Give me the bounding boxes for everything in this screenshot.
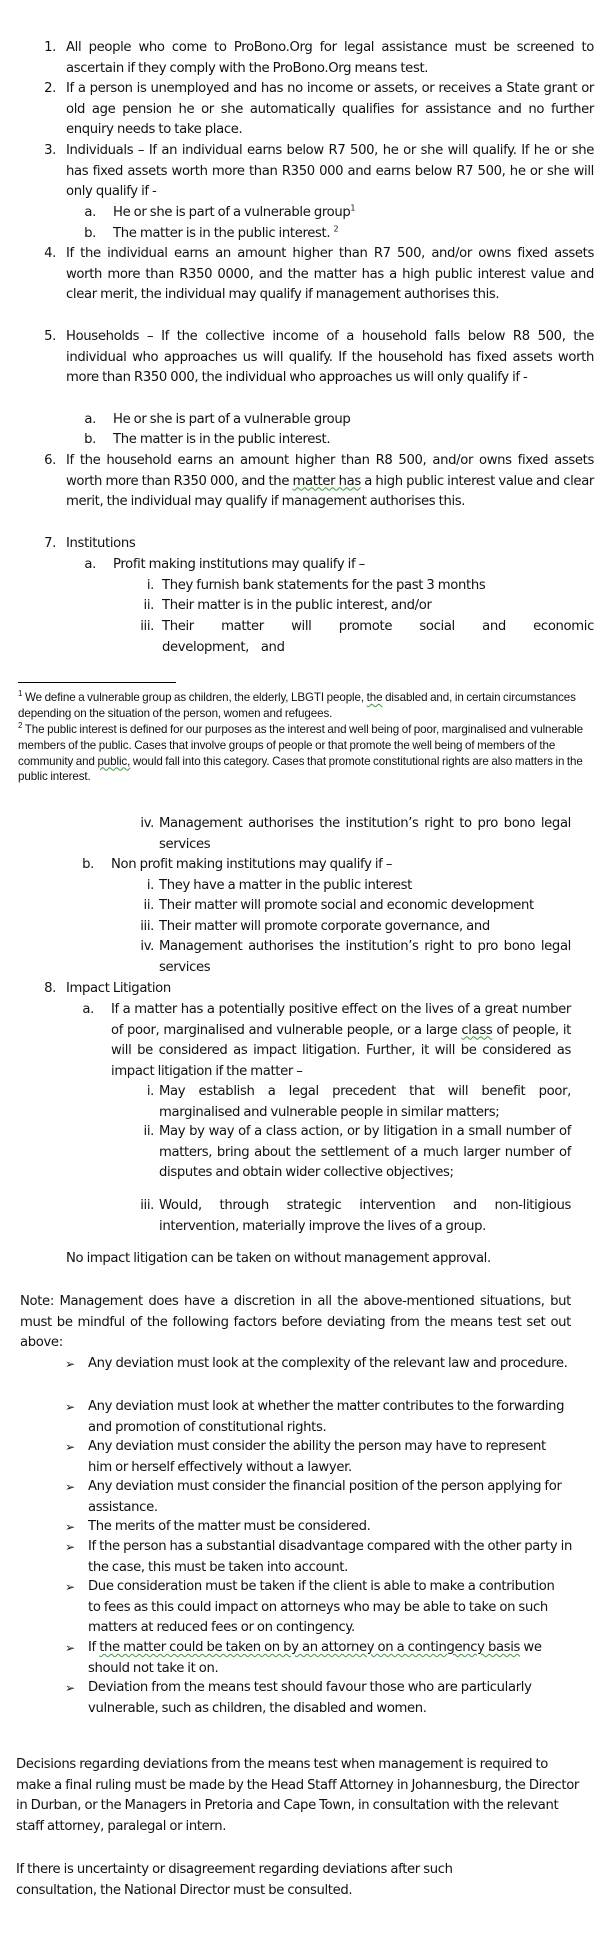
- list-number: 4.: [44, 246, 56, 261]
- sub-sub-item: Would, through strategic intervention and non-litigious intervention, materially improve the lives of a group.: [159, 1198, 571, 1234]
- sub-sub-item: Their matter will promote social and economic development: [159, 898, 534, 913]
- sub-sub-item: Their matter will promote corporate governance, and: [159, 919, 490, 934]
- bullet-item: Any deviation must look at whether the matter contributes to the forwarding and promotion of constitutional rights.: [88, 1399, 565, 1435]
- list-number: 8.: [44, 981, 56, 996]
- spellcheck-flag[interactable]: the matter could be taken on by an attorney on a contingency basis: [99, 1640, 521, 1655]
- roman-numeral: iii.: [140, 1198, 154, 1213]
- bullet-item: Deviation from the means test should favour those who are particularly vulnerable, such as children, the disabled and women.: [88, 1680, 532, 1716]
- arrow-bullet-icon: ➢: [65, 1357, 75, 1371]
- footnote-ref[interactable]: 1: [350, 203, 356, 213]
- text-segment: we should not take it on.: [88, 1640, 542, 1676]
- text-segment: would fall into this category. Cases that promote constitutional rights are also matters in the public interest.: [18, 754, 583, 784]
- arrow-bullet-icon: ➢: [65, 1641, 75, 1655]
- list-number: 3.: [44, 143, 56, 158]
- sub-item-letter: a.: [82, 1002, 94, 1017]
- sub-item-letter: b.: [84, 432, 96, 447]
- sub-item-letter: b.: [82, 857, 94, 872]
- list-item: If a person is unemployed and has no income or assets, or receives a State grant or old age pension he or she automatically qualifies for assistance and no further enquiry needs to take place.: [66, 81, 594, 137]
- sub-item-text: The matter is in the public interest.: [113, 226, 334, 241]
- footnote-ref[interactable]: 2: [333, 224, 339, 234]
- spellcheck-flag[interactable]: matter has: [292, 473, 361, 489]
- text-segment: If the household earns an amount higher than R8 500, and/or owns fixed assets worth more than R350 000, and the: [66, 453, 594, 489]
- sub-item-letter: a.: [84, 557, 96, 572]
- list-number: 7.: [44, 536, 56, 551]
- sub-item-letter: a.: [84, 205, 96, 220]
- spellcheck-flag[interactable]: class: [461, 1022, 493, 1038]
- arrow-bullet-icon: ➢: [65, 1400, 75, 1414]
- spellcheck-flag[interactable]: public,: [97, 754, 131, 768]
- list-item: Institutions: [66, 536, 136, 551]
- list-item: All people who come to ProBono.Org for legal assistance must be screened to ascertain if they comply with the ProBono.Org means test.: [66, 40, 594, 76]
- roman-numeral: i.: [146, 1084, 154, 1099]
- sub-item-letter: a.: [84, 412, 96, 427]
- sub-sub-item: Management authorises the institution’s right to pro bono legal services: [159, 939, 571, 975]
- roman-numeral: iii.: [140, 619, 154, 634]
- sub-item: He or she is part of a vulnerable group: [113, 412, 351, 427]
- footnote-separator: [18, 682, 176, 683]
- text-segment: of people, it will be considered as impact litigation. Further, it will be considered as impact litigation if the matter –: [111, 1022, 571, 1079]
- roman-numeral: i.: [146, 878, 154, 893]
- sub-sub-item: May by way of a class action, or by litigation in a small number of matters, bring about the settlement of a much larger number of disputes and obtain wider collective objectives;: [159, 1124, 571, 1180]
- text-segment: If: [88, 1640, 100, 1655]
- roman-numeral: ii.: [143, 1124, 154, 1139]
- roman-numeral: iv.: [140, 939, 154, 954]
- roman-numeral: i.: [146, 578, 154, 593]
- bullet-item: Any deviation must consider the ability the person may have to represent him or herself effectively without a lawyer.: [88, 1439, 546, 1475]
- spellcheck-flag[interactable]: the: [366, 691, 383, 704]
- sub-item: [111, 1000, 571, 1082]
- text-segment: disabled and, in certain circumstances depending on the situation of the person, women and refugees.: [18, 691, 576, 720]
- approval-note: No impact litigation can be taken on without management approval.: [66, 1251, 491, 1266]
- sub-item: Profit making institutions may qualify if –: [113, 557, 365, 572]
- roman-numeral: ii.: [143, 598, 154, 613]
- sub-item: [113, 203, 593, 224]
- footnote-1: [18, 690, 598, 722]
- list-number: 6.: [44, 453, 56, 468]
- footnote-mark: 2: [18, 721, 23, 731]
- arrow-bullet-icon: ➢: [65, 1580, 75, 1594]
- bullet-item: The merits of the matter must be considered.: [88, 1519, 371, 1534]
- list-item: If the individual earns an amount higher than R7 500, and/or owns fixed assets worth more than R350 0000, and the matter has a high public interest value and clear merit, the individual may qualify if management authorises this.: [66, 246, 594, 302]
- sub-item-letter: b.: [84, 226, 96, 241]
- text-segment: The public interest is defined for our purposes as the interest and well being of poor, marginalised and vulnerable members of the public. Cases that involve groups of people or that promote the well being of members of the community and: [18, 723, 584, 768]
- list-item: Households – If the collective income of a household falls below R8 500, the individual who approaches us will qualify. If the household has fixed assets worth more than R350 000, the individual who approaches us will only qualify if -: [66, 329, 594, 385]
- arrow-bullet-icon: ➢: [65, 1681, 75, 1695]
- arrow-bullet-icon: ➢: [65, 1480, 75, 1494]
- sub-sub-item: Their matter will promote social and economic development, and: [162, 619, 594, 655]
- arrow-bullet-icon: ➢: [65, 1540, 75, 1554]
- bullet-item: [88, 1638, 558, 1679]
- sub-item-text: He or she is part of a vulnerable group: [113, 205, 351, 220]
- arrow-bullet-icon: ➢: [65, 1440, 75, 1454]
- list-number: 2.: [44, 81, 56, 96]
- list-number: 1.: [44, 40, 56, 55]
- list-item: [66, 451, 594, 513]
- bullet-item: Any deviation must consider the financial position of the person applying for assistance.: [88, 1479, 562, 1515]
- sub-item: The matter is in the public interest.: [113, 432, 331, 447]
- text-segment: We define a vulnerable group as children, the elderly, LBGTI people,: [24, 691, 367, 704]
- bullet-item: Any deviation must look at the complexity of the relevant law and procedure.: [88, 1356, 568, 1371]
- sub-item: [113, 224, 593, 245]
- sub-sub-item: They furnish bank statements for the past 3 months: [162, 578, 486, 593]
- uncertainty-paragraph: If there is uncertainty or disagreement regarding deviations after such consultation, the National Director must be consulted.: [16, 1862, 453, 1898]
- text-segment: If a matter has a potentially positive effect on the lives of a great number of poor, marginalised and vulnerable people, or a large: [111, 1002, 571, 1038]
- sub-sub-item: Management authorises the institution’s right to pro bono legal services: [159, 816, 571, 852]
- roman-numeral: iv.: [140, 816, 154, 831]
- sub-item: Non profit making institutions may qualify if –: [111, 857, 393, 872]
- decisions-paragraph: Decisions regarding deviations from the means test when management is required to make a final ruling must be made by the Head Staff Attorney in Johannesburg, the Director in Durban, or the Managers in Pretoria and Cape Town, in consultation with the relevant staff attorney, paralegal or intern.: [16, 1757, 579, 1834]
- list-number: 5.: [44, 329, 56, 344]
- text-segment: a high public interest value and clear merit, the individual may qualify if management authorises this.: [66, 473, 594, 509]
- list-item: Impact Litigation: [66, 981, 171, 996]
- arrow-bullet-icon: ➢: [65, 1520, 75, 1534]
- bullet-item: If the person has a substantial disadvantage compared with the other party in the case, this must be taken into account.: [88, 1539, 572, 1575]
- sub-sub-item: They have a matter in the public interest: [159, 878, 413, 893]
- sub-sub-item: May establish a legal precedent that will benefit poor, marginalised and vulnerable people in similar matters;: [159, 1084, 571, 1120]
- roman-numeral: ii.: [143, 898, 154, 913]
- roman-numeral: iii.: [140, 919, 154, 934]
- bullet-item: Due consideration must be taken if the client is able to make a contribution to fees as this could impact on attorneys who may be able to take on such matters at reduced fees or on contingency.: [88, 1579, 555, 1635]
- note-paragraph: Note: Management does have a discretion in all the above-mentioned situations, but must be mindful of the following factors before deviating from the means test set out above:: [20, 1294, 571, 1350]
- footnote-mark: 1: [18, 689, 23, 699]
- footnote-2: [18, 722, 598, 785]
- sub-sub-item: Their matter is in the public interest, and/or: [162, 598, 432, 613]
- list-item: Individuals – If an individual earns below R7 500, he or she will qualify. If he or she has fixed assets worth more than R350 000 and earns below R7 500, he or she will only qualify if -: [66, 143, 594, 199]
